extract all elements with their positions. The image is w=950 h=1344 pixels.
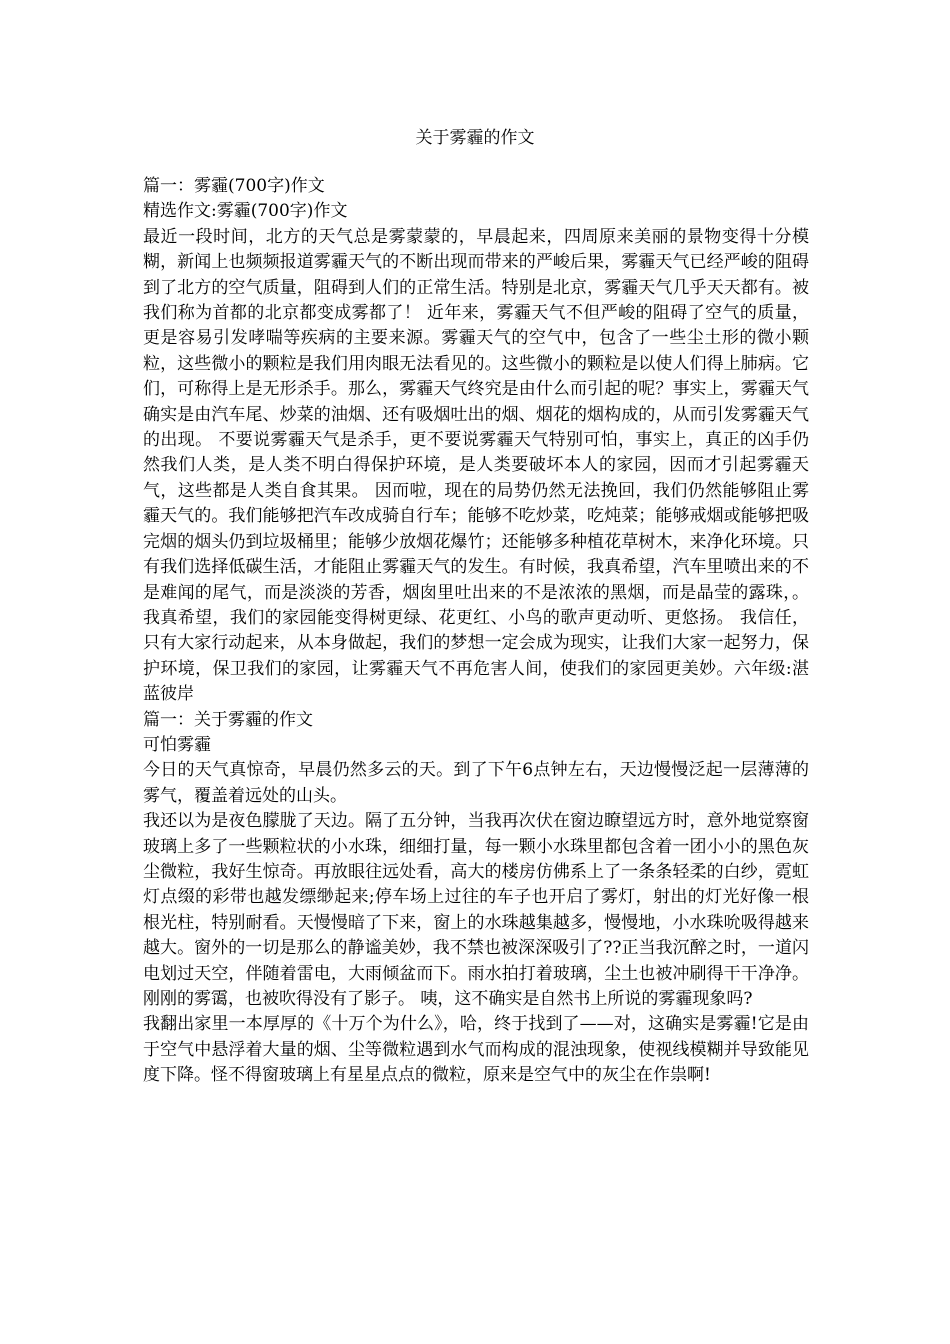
section-heading-2: 篇一：关于雾霾的作文	[143, 709, 313, 730]
essay-paragraph-2: 今日的天气真惊奇，早晨仍然多云的天。到了下午6点钟左右，天边慢慢泛起一层薄薄的雾气，覆盖着远处的山头。	[143, 760, 809, 806]
subheading-1: 精选作文:雾霾(700字)作文	[143, 201, 348, 222]
document-body	[143, 174, 809, 1089]
document-title: 关于雾霾的作文	[415, 128, 535, 148]
essay-paragraph-4: 我翻出家里一本厚厚的《十万个为什么》，哈，终于找到了——对，这确实是雾霾!它是由于空气中悬浮着大量的烟、尘等微粒遇到水气而构成的混浊现象，使视线模糊并导致能见度下降。怪不得窗玻璃上有星星点点的微粒，原来是空气中的灰尘在作祟啊!	[143, 1014, 809, 1086]
essay-paragraph-1: 最近一段时间，北方的天气总是雾蒙蒙的，早晨起来，四周原来美丽的景物变得十分模糊，新闻上也频频报道雾霾天气的不断出现而带来的严峻后果，雾霾天气已经严峻的阻碍到了北方的空气质量，阻碍到人们的正常生活。特别是北京，雾霾天气几乎天天都有。被我们称为首都的北京都变成雾都了！ 近年来，雾霾天气不但严峻的阻碍了空气的质量，更是容易引发哮喘等疾病的主要来源。雾霾天气的空气中，包含了一些尘土形的微小颗粒，这些微小的颗粒是我们用肉眼无法看见的。这些微小的颗粒是以使人们得上肺病。它们，可称得上是无形杀手。那么，雾霾天气终究是由什么而引起的呢？事实上，雾霾天气确实是由汽车尾、炒菜的油烟、还有吸烟吐出的烟、烟花的烟构成的，从而引发雾霾天气的出现。 不要说雾霾天气是杀手，更不要说雾霾天气特别可怕，事实上，真正的凶手仍然我们人类，是人类不明白得保护环境，是人类要破坏本人的家园，因而才引起雾霾天气，这些都是人类自食其果。 因而啦，现在的局势仍然无法挽回，我们仍然能够阻止雾霾天气的。我们能够把汽车改成骑自行车；能够不吃炒菜，吃炖菜；能够戒烟或能够把吸完烟的烟头仍到垃圾桶里；能够少放烟花爆竹；还能够多种植花草树木，来净化环境。只有我们选择低碳生活，才能阻止雾霾天气的发生。有时候，我真希望，汽车里喷出来的不是难闻的尾气，而是淡淡的芳香，烟囱里吐出来的不是浓浓的黑烟，而是晶莹的露珠，。我真希望，我们的家园能变得树更绿、花更红、小鸟的歌声更动听、更悠扬。 我信任，只有大家行动起来，从本身做起，我们的梦想一定会成为现实，让我们大家一起努力，保护环境，保卫我们的家园，让雾霾天气不再危害人间，使我们的家园更美妙。六年级:湛蓝彼岸	[143, 226, 809, 705]
section-heading-1: 篇一：雾霾(700字)作文	[143, 176, 325, 196]
subheading-2: 可怕雾霾	[143, 734, 211, 755]
essay-paragraph-3: 我还以为是夜色朦胧了天边。隔了五分钟，当我再次伏在窗边瞭望远方时，意外地觉察窗玻璃上多了一些颗粒状的小水珠，细细打量，每一颗小水珠里都包含着一团小小的黑色灰尘微粒，我好生惊奇。再放眼往远处看，高大的楼房仿佛系上了一条条轻柔的白纱，霓虹灯点缀的彩带也越发缥缈起来;停车场上过往的车子也开启了雾灯，射出的灯光好像一根根光柱，特别耐看。天慢慢暗了下来，窗上的水珠越集越多，慢慢地，小水珠吮吸得越来越大。窗外的一切是那么的静谧美妙，我不禁也被深深吸引了??正当我沉醉之时，一道闪电划过天空，伴随着雷电，大雨倾盆而下。雨水拍打着玻璃，尘土也被冲刷得干干净净。刚刚的雾霭，也被吹得没有了影子。 咦，这不确实是自然书上所说的雾霾现象吗?	[143, 811, 809, 1009]
